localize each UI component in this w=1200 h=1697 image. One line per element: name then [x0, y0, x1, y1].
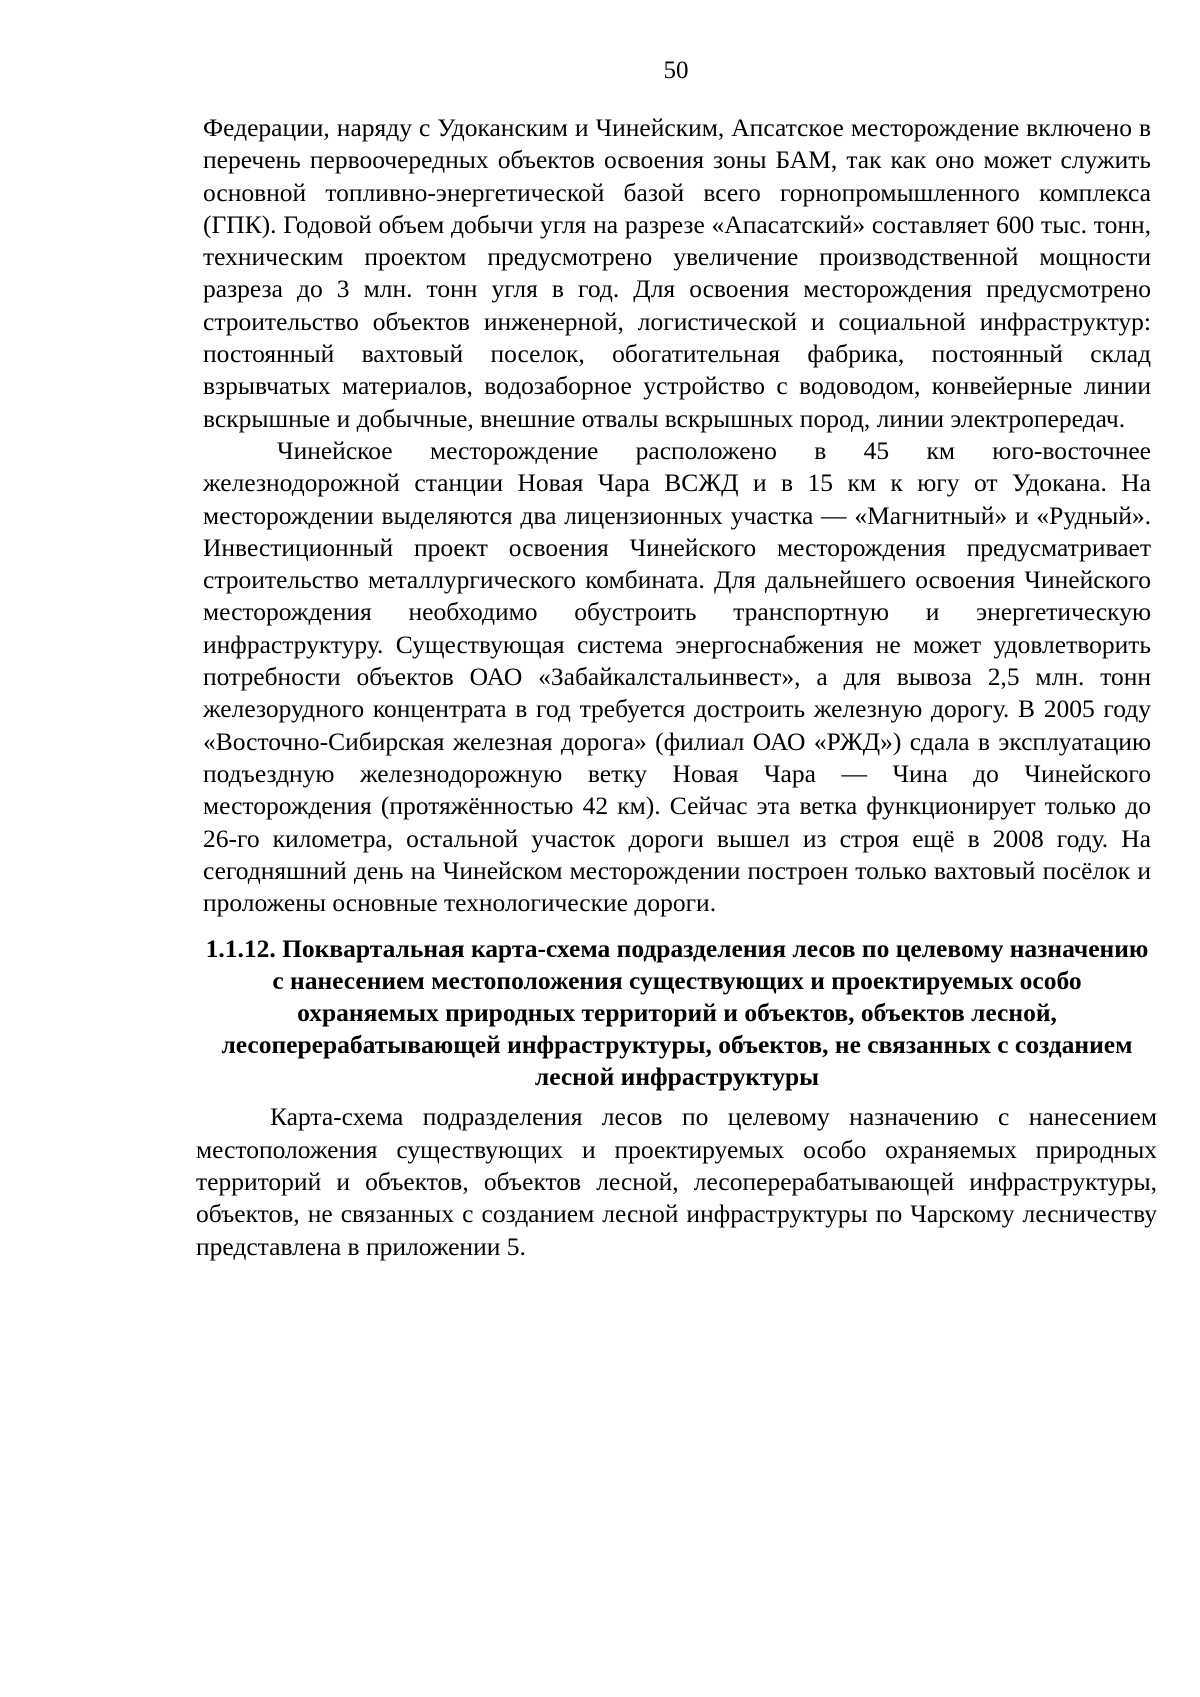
- body-paragraph-chineyskoe: Чинейское месторождение расположено в 45 км юго-восточнее железнодорожной станции Новая Чара ВСЖД и в 15 км к югу от Удокана. На месторождении выделяются два лицензионных участка — «Магнитный» и «Рудный». Инвестиционный проект освоения Чинейского месторождения предусматривает строительство металлургического комбината. Для дальнейшего освоения Чинейского месторождения необходимо обустроить транспортную и энергетическую инфраструктуру. Существующая система энергоснабжения не может удовлетворить потребности объектов ОАО «Забайкалстальинвест», а для вывоза 2,5 млн. тонн железорудного концентрата в год требуется достроить железную дорогу. В 2005 году «Восточно-Сибирская железная дорога» (филиал ОАО «РЖД») сдала в эксплуатацию подъездную железнодорожную ветку Новая Чара — Чина до Чинейского месторождения (протяжённостью 42 км). Сейчас эта ветка функционирует только до 26-го километра, остальной участок дороги вышел из строя ещё в 2008 году. На сегодняшний день на Чинейском месторождении построен только вахтовый посёлок и проложены основные технологические дороги.: [203, 435, 1151, 918]
- section-heading: 1.1.12. Поквартальная карта-схема подразделения лесов по целевому назначению с нанесением местоположения существующих и проектируемых особо охраняемых природных территорий и объектов, объектов лесной, лесоперерабатывающей инфраструктуры, объектов, не связанных с созданием лесной инфраструктуры: [205, 934, 1149, 1092]
- body-paragraph-apsat: Федерации, наряду с Удоканским и Чинейским, Апсатское месторождение включено в перечень первоочередных объектов освоения зоны БАМ, так как оно может служить основной топливно-энергетической базой всего горнопромышленного комплекса (ГПК). Годовой объем добычи угля на разрезе «Апасатский» составляет 600 тыс. тонн, техническим проектом предусмотрено увеличение производственной мощности разреза до 3 млн. тонн угля в год. Для освоения месторождения предусмотрено строительство объектов инженерной, логистической и социальной инфраструктур: постоянный вахтовый поселок, обогатительная фабрика, постоянный склад взрывчатых материалов, водозаборное устройство с водоводом, конвейерные линии вскрышные и добычные, внешние отвалы вскрышных пород, линии электропередач.: [203, 113, 1151, 433]
- document-body: [196, 112, 1157, 1263]
- page-number: 50: [663, 57, 689, 84]
- section-paragraph: Карта-схема подразделения лесов по целевому назначению с нанесением местоположения существующих и проектируемых особо охраняемых природных территорий и объектов, объектов лесной, лесоперерабатывающей инфраструктуры, объектов, не связанных с созданием лесной инфраструктуры по Чарскому лесничеству представлена в приложении 5.: [196, 1102, 1157, 1261]
